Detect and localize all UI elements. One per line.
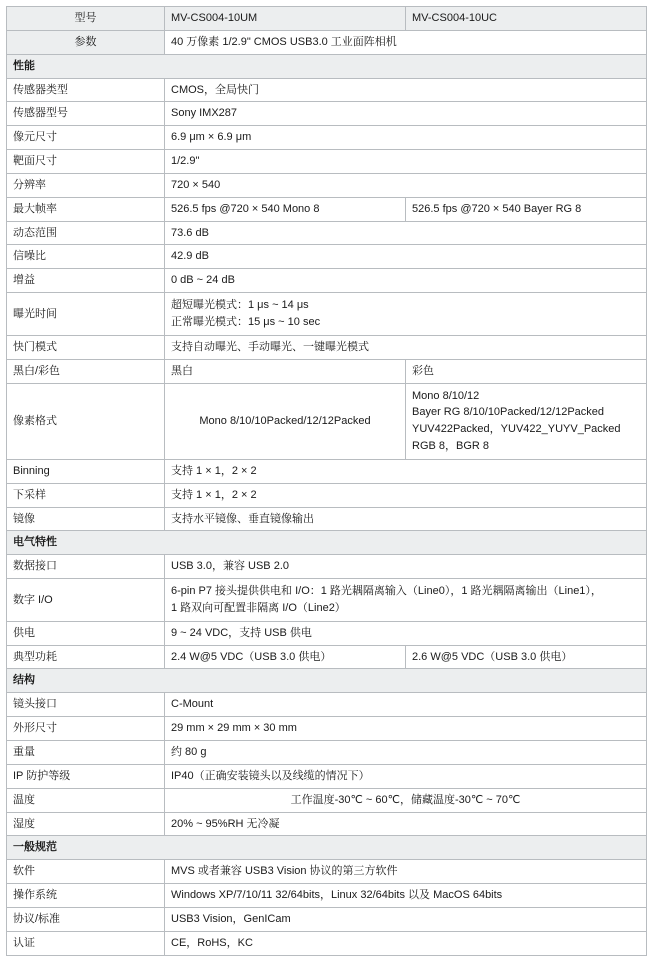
row-label: 黑白/彩色 xyxy=(7,359,165,383)
table-row xyxy=(7,621,647,645)
row-label: 操作系统 xyxy=(7,884,165,908)
row-value-a: 黑白 xyxy=(165,359,406,383)
section-title: 性能 xyxy=(7,54,647,78)
model-label: 型号 xyxy=(7,7,165,31)
row-value: CE，RoHS，KC xyxy=(165,931,647,955)
table-row-param xyxy=(7,30,647,54)
row-value: 1/2.9" xyxy=(165,150,647,174)
row-value-line: 超短曝光模式：1 μs ~ 14 μs xyxy=(171,299,309,312)
row-value-line: 正常曝光模式：15 μs ~ 10 sec xyxy=(171,315,321,328)
table-row xyxy=(7,483,647,507)
row-value: USB3 Vision，GenICam xyxy=(165,907,647,931)
row-value-b: 彩色 xyxy=(406,359,647,383)
table-body xyxy=(7,7,647,956)
row-value: 0 dB ~ 24 dB xyxy=(165,269,647,293)
row-label: 镜像 xyxy=(7,507,165,531)
table-row xyxy=(7,78,647,102)
row-label: 数字 I/O xyxy=(7,579,165,622)
table-row-digital-io xyxy=(7,579,647,622)
row-label: 认证 xyxy=(7,931,165,955)
table-row xyxy=(7,335,647,359)
row-value-a: 526.5 fps @720 × 540 Mono 8 xyxy=(165,197,406,221)
table-row-model xyxy=(7,7,647,31)
row-label: 靶面尺寸 xyxy=(7,150,165,174)
row-value: 20% ~ 95%RH 无冷凝 xyxy=(165,812,647,836)
row-value: 支持 1 × 1，2 × 2 xyxy=(165,459,647,483)
param-value: 40 万像素 1/2.9" CMOS USB3.0 工业面阵相机 xyxy=(165,30,647,54)
row-value: 支持 1 × 1，2 × 2 xyxy=(165,483,647,507)
row-value xyxy=(165,579,647,622)
row-label: 温度 xyxy=(7,788,165,812)
table-row xyxy=(7,269,647,293)
table-row xyxy=(7,507,647,531)
row-label: 供电 xyxy=(7,621,165,645)
table-row xyxy=(7,741,647,765)
model-b-value: MV-CS004-10UC xyxy=(406,7,647,31)
row-value: Sony IMX287 xyxy=(165,102,647,126)
row-value-line: 1 路双向可配置非隔离 I/O（Line2） xyxy=(171,601,346,614)
row-value: 29 mm × 29 mm × 30 mm xyxy=(165,717,647,741)
row-label: IP 防护等级 xyxy=(7,764,165,788)
row-label: 软件 xyxy=(7,860,165,884)
row-label: 像元尺寸 xyxy=(7,126,165,150)
row-value: 支持自动曝光、手动曝光、一键曝光模式 xyxy=(165,335,647,359)
row-label: 数据接口 xyxy=(7,555,165,579)
specification-table xyxy=(6,6,647,956)
row-label: Binning xyxy=(7,459,165,483)
row-value-line: Mono 8/10/12 xyxy=(412,389,480,402)
row-label: 典型功耗 xyxy=(7,645,165,669)
row-value-a: Mono 8/10/10Packed/12/12Packed xyxy=(165,383,406,459)
row-label: 外形尺寸 xyxy=(7,717,165,741)
row-value: MVS 或者兼容 USB3 Vision 协议的第三方软件 xyxy=(165,860,647,884)
table-row xyxy=(7,645,647,669)
row-value: IP40（正确安装镜头以及线缆的情况下） xyxy=(165,764,647,788)
row-value-b: 2.6 W@5 VDC（USB 3.0 供电） xyxy=(406,645,647,669)
table-row xyxy=(7,884,647,908)
row-label: 增益 xyxy=(7,269,165,293)
table-row xyxy=(7,150,647,174)
row-value-line: YUV422Packed，YUV422_YUYV_Packed xyxy=(412,423,621,436)
section-header-structure xyxy=(7,669,647,693)
section-header-general xyxy=(7,836,647,860)
row-label: 协议/标准 xyxy=(7,907,165,931)
row-value: C-Mount xyxy=(165,693,647,717)
section-header-performance xyxy=(7,54,647,78)
table-row xyxy=(7,555,647,579)
table-row xyxy=(7,860,647,884)
table-row xyxy=(7,788,647,812)
row-label: 信噪比 xyxy=(7,245,165,269)
table-row xyxy=(7,221,647,245)
row-value: 73.6 dB xyxy=(165,221,647,245)
table-row-pixel-format xyxy=(7,383,647,459)
row-value: 42.9 dB xyxy=(165,245,647,269)
table-row xyxy=(7,812,647,836)
table-row xyxy=(7,359,647,383)
row-label: 动态范围 xyxy=(7,221,165,245)
row-label: 湿度 xyxy=(7,812,165,836)
row-value: Windows XP/7/10/11 32/64bits，Linux 32/64bits 以及 MacOS 64bits xyxy=(165,884,647,908)
row-value-line: RGB 8，BGR 8 xyxy=(412,440,490,453)
table-row xyxy=(7,173,647,197)
table-row-exposure xyxy=(7,293,647,336)
table-row xyxy=(7,102,647,126)
row-value: 6.9 μm × 6.9 μm xyxy=(165,126,647,150)
table-row xyxy=(7,197,647,221)
table-row xyxy=(7,245,647,269)
row-label: 快门模式 xyxy=(7,335,165,359)
row-label: 传感器型号 xyxy=(7,102,165,126)
row-value-b xyxy=(406,383,647,459)
table-row xyxy=(7,717,647,741)
row-value: 9 ~ 24 VDC，支持 USB 供电 xyxy=(165,621,647,645)
row-value-line: Bayer RG 8/10/10Packed/12/12Packed xyxy=(412,406,605,419)
row-label: 下采样 xyxy=(7,483,165,507)
section-title: 一般规范 xyxy=(7,836,647,860)
table-row xyxy=(7,459,647,483)
row-value-a: 2.4 W@5 VDC（USB 3.0 供电） xyxy=(165,645,406,669)
row-value: 约 80 g xyxy=(165,741,647,765)
row-value-line: 6-pin P7 接头提供供电和 I/O：1 路光耦隔离输入（Line0），1 路光耦隔离输出（Line1）， xyxy=(171,585,602,598)
row-label: 传感器类型 xyxy=(7,78,165,102)
table-row xyxy=(7,693,647,717)
row-label: 像素格式 xyxy=(7,383,165,459)
row-value: CMOS，全局快门 xyxy=(165,78,647,102)
row-value: 支持水平镜像、垂直镜像输出 xyxy=(165,507,647,531)
row-value: USB 3.0，兼容 USB 2.0 xyxy=(165,555,647,579)
section-title: 结构 xyxy=(7,669,647,693)
row-value: 720 × 540 xyxy=(165,173,647,197)
row-label: 镜头接口 xyxy=(7,693,165,717)
section-header-electrical xyxy=(7,531,647,555)
row-label: 分辨率 xyxy=(7,173,165,197)
table-row xyxy=(7,126,647,150)
section-title: 电气特性 xyxy=(7,531,647,555)
row-label: 重量 xyxy=(7,741,165,765)
row-label: 曝光时间 xyxy=(7,293,165,336)
model-a-value: MV-CS004-10UM xyxy=(165,7,406,31)
table-row xyxy=(7,907,647,931)
row-value xyxy=(165,293,647,336)
param-label: 参数 xyxy=(7,30,165,54)
row-value: 工作温度-30℃ ~ 60℃，储藏温度-30℃ ~ 70℃ xyxy=(165,788,647,812)
row-value-b: 526.5 fps @720 × 540 Bayer RG 8 xyxy=(406,197,647,221)
row-label: 最大帧率 xyxy=(7,197,165,221)
table-row xyxy=(7,931,647,955)
table-row xyxy=(7,764,647,788)
